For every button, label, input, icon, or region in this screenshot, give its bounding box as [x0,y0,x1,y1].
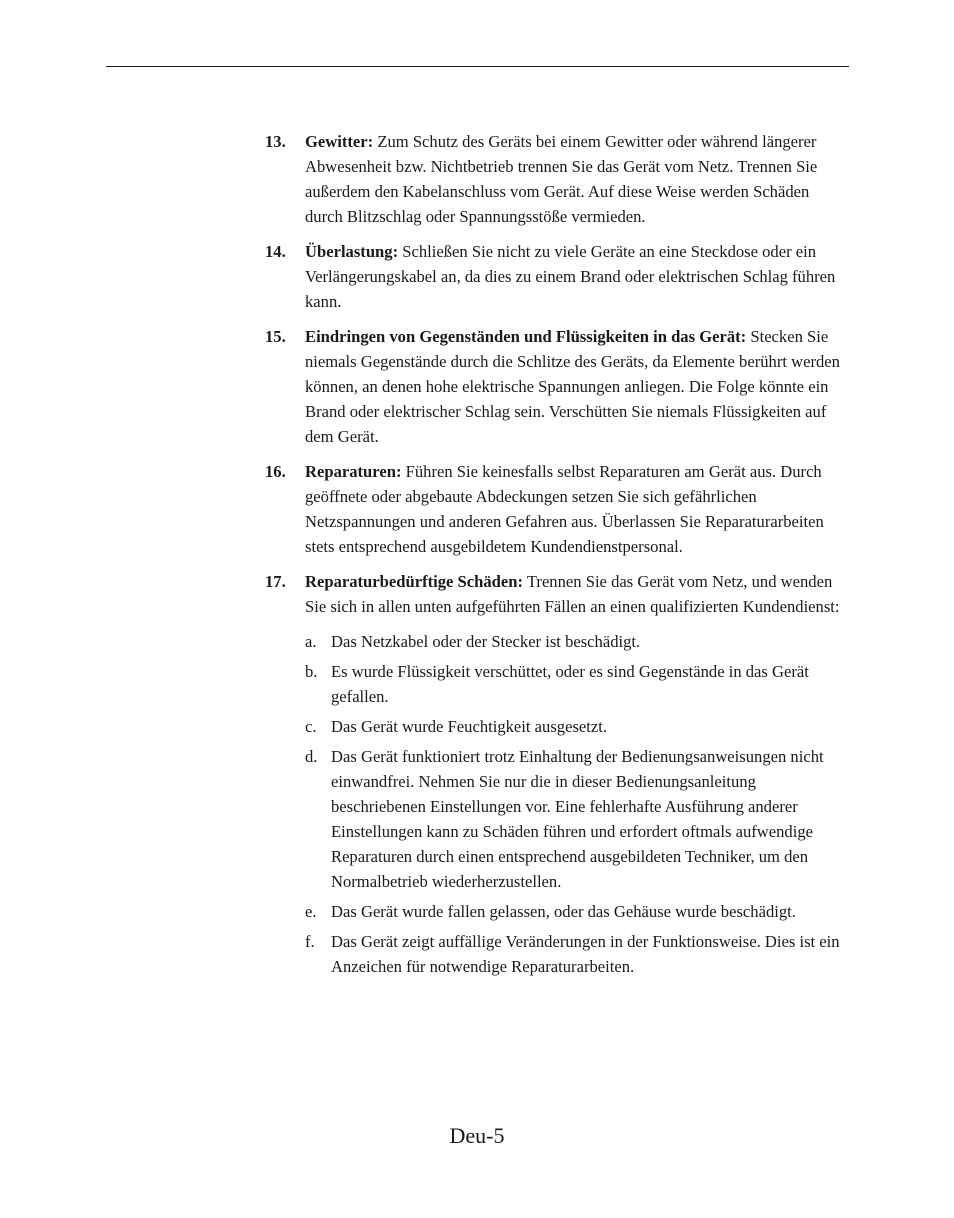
sub-letter: c. [305,717,317,736]
list-item-17 [265,569,850,979]
sub-letter: a. [305,632,317,651]
item-title: Überlastung: [305,242,399,261]
sub-text: Es wurde Flüssigkeit verschüttet, oder es sind Gegenstände in das Gerät gefallen. [331,662,809,706]
list-item-14 [265,239,850,314]
list-item-15 [265,324,850,449]
item-text: Trennen Sie das Gerät vom Netz, und wenden Sie sich in allen unten aufgeführten Fällen an einen qualifizierten Kundendienst: [305,572,840,616]
header-rule [106,66,849,67]
sub-text: Das Gerät wurde fallen gelassen, oder das Gehäuse wurde beschädigt. [331,902,796,921]
sublist-item-c [305,714,850,739]
item-title: Reparaturbedürftige Schäden: [305,572,524,591]
damage-sublist [305,629,850,979]
item-title: Reparaturen: [305,462,402,481]
sub-letter: d. [305,747,318,766]
item-text: Zum Schutz des Geräts bei einem Gewitter oder während längerer Abwesenheit bzw. Nichtbetrieb trennen Sie das Gerät vom Netz. Trennen Sie außerdem den Kabelanschluss vom Gerät. Auf diese Weise werden Schäden durch Blitzschlag oder Spannungsstöße vermieden. [305,132,818,226]
sub-letter: f. [305,932,315,951]
sublist-item-f [305,929,850,979]
sub-text: Das Gerät wurde Feuchtigkeit ausgesetzt. [331,717,608,736]
item-number: 15. [265,327,286,346]
item-number: 14. [265,242,286,261]
safety-instructions-list [265,129,850,989]
page-number: Deu-5 [449,1123,505,1148]
item-text: Schließen Sie nicht zu viele Geräte an eine Steckdose oder ein Verlängerungskabel an, da dies zu einem Brand oder elektrischen Schlag führen kann. [305,242,836,311]
item-number: 17. [265,572,286,591]
sublist-item-a [305,629,850,654]
sublist-item-b [305,659,850,709]
item-text: Führen Sie keinesfalls selbst Reparaturen am Gerät aus. Durch geöffnete oder abgebaute Abdeckungen setzen Sie sich gefährlichen Netzspannungen und anderen Gefahren aus. Überlassen Sie Reparaturarbeiten stets entsprechend ausgebildetem Kundendienstpersonal. [305,462,824,556]
sub-letter: e. [305,902,317,921]
sub-letter: b. [305,662,318,681]
sublist-item-e [305,899,850,924]
sublist-item-d [305,744,850,894]
list-item-13 [265,129,850,229]
item-title: Gewitter: [305,132,374,151]
item-number: 13. [265,132,286,151]
list-item-16 [265,459,850,559]
item-text: Stecken Sie niemals Gegenstände durch die Schlitze des Geräts, da Elemente berührt werden können, an denen hohe elektrische Spannungen anliegen. Die Folge könnte ein Brand oder elektrischer Schlag sein. Verschütten Sie niemals Flüssigkeiten auf dem Gerät. [305,327,840,446]
sub-text: Das Gerät funktioniert trotz Einhaltung der Bedienungsanweisungen nicht einwandfrei. Nehmen Sie nur die in dieser Bedienungsanleitung beschriebenen Einstellungen vor. Eine fehlerhafte Ausführung anderer Einstellungen kann zu Schäden führen und erfordert oftmals aufwendige Reparaturen durch einen entsprechend ausgebildeten Techniker, um den Normalbetrieb wiederherzustellen. [331,747,824,891]
item-title: Eindringen von Gegenständen und Flüssigkeiten in das Gerät: [305,327,747,346]
item-number: 16. [265,462,286,481]
sub-text: Das Netzkabel oder der Stecker ist beschädigt. [331,632,641,651]
sub-text: Das Gerät zeigt auffällige Veränderungen in der Funktionsweise. Dies ist ein Anzeichen für notwendige Reparaturarbeiten. [331,932,840,976]
